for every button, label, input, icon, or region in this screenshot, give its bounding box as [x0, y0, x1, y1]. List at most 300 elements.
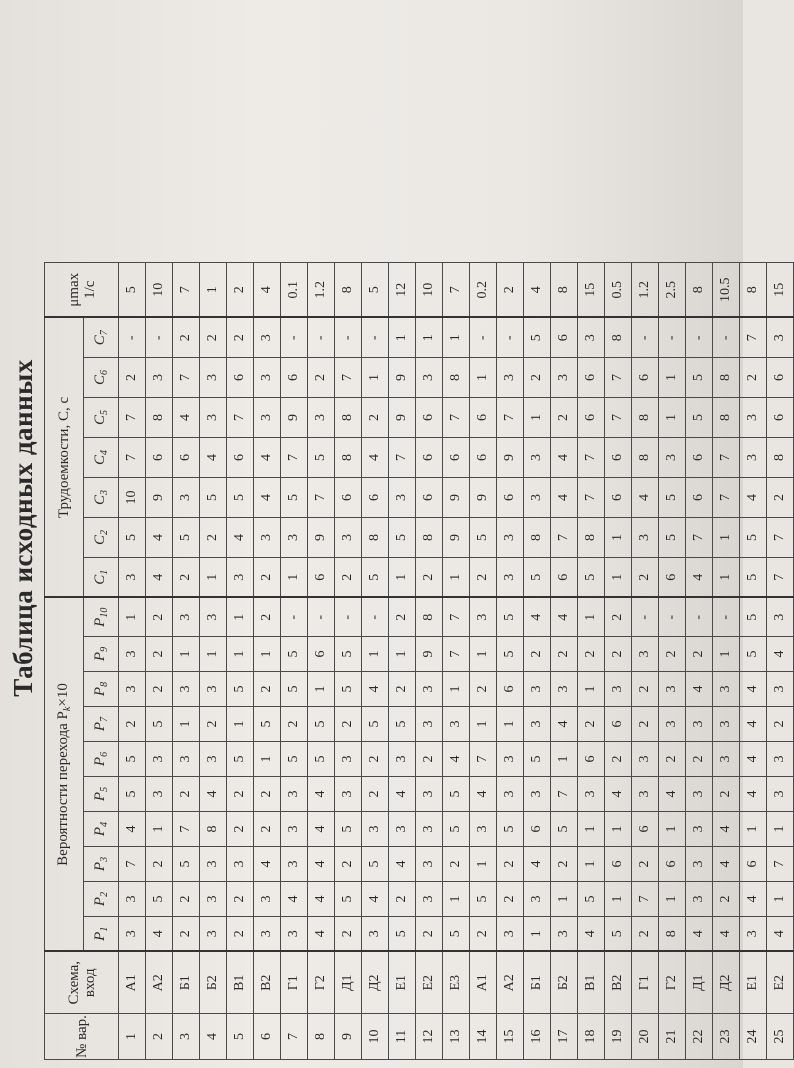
- table-cell: 5: [443, 812, 470, 847]
- table-cell: 1: [713, 518, 740, 558]
- header-col-letter: C: [92, 495, 108, 506]
- table-cell: 3: [659, 438, 686, 478]
- table-cell: 9: [308, 518, 335, 558]
- header-transition-probabilities: [45, 598, 84, 952]
- table-cell: 5: [686, 358, 713, 398]
- table-cell: 3: [416, 672, 443, 707]
- table-cell: 5: [119, 518, 146, 558]
- table-cell: 1: [470, 358, 497, 398]
- table-cell: 3: [767, 777, 794, 812]
- table-cell: 0.1: [281, 263, 308, 318]
- table-cell: -: [146, 318, 173, 358]
- table-cell: 2: [470, 672, 497, 707]
- table-cell: 4: [524, 263, 551, 318]
- table-cell: 6: [740, 847, 767, 882]
- table-cell: 2: [416, 917, 443, 952]
- header-prob-col: [84, 707, 119, 742]
- table-cell: 3: [281, 518, 308, 558]
- table-cell: 3: [767, 318, 794, 358]
- table-cell: 4: [200, 777, 227, 812]
- table-cell: 4: [605, 777, 632, 812]
- table-cell: 3: [173, 598, 200, 637]
- table-cell: 2: [713, 777, 740, 812]
- table-cell: 4: [389, 847, 416, 882]
- table-cell: 3: [578, 318, 605, 358]
- table-cell: 3: [551, 917, 578, 952]
- table-cell: 2: [200, 518, 227, 558]
- header-col-index: 6: [99, 751, 110, 757]
- table-cell: 3: [686, 812, 713, 847]
- table-cell: 1: [416, 318, 443, 358]
- table-cell: 2: [524, 637, 551, 672]
- table-cell: 5: [146, 707, 173, 742]
- table-cell: 12: [389, 263, 416, 318]
- table-cell: 1: [443, 318, 470, 358]
- header-col-letter: C: [92, 415, 108, 426]
- table-cell: 5: [740, 558, 767, 598]
- table-row: [416, 263, 443, 1060]
- table-cell: 7: [767, 558, 794, 598]
- table-cell: 1: [119, 1014, 146, 1060]
- table-cell: -: [308, 318, 335, 358]
- table-cell: Е2: [767, 952, 794, 1014]
- table-cell: 4: [524, 847, 551, 882]
- table-cell: 10.5: [713, 263, 740, 318]
- table-cell: 1: [524, 398, 551, 438]
- table-cell: 3: [200, 398, 227, 438]
- table-cell: 3: [524, 777, 551, 812]
- table-cell: 20: [632, 1014, 659, 1060]
- table-cell: 3: [254, 318, 281, 358]
- table-cell: Д1: [686, 952, 713, 1014]
- table-cell: 1: [551, 882, 578, 917]
- table-cell: -: [308, 598, 335, 637]
- table-cell: 10: [146, 263, 173, 318]
- table-cell: 1: [605, 812, 632, 847]
- table-cell: 3: [551, 672, 578, 707]
- table-cell: 5: [281, 742, 308, 777]
- table-cell: Г1: [632, 952, 659, 1014]
- table-cell: 3: [713, 672, 740, 707]
- table-cell: 7: [119, 847, 146, 882]
- table-cell: 6: [578, 742, 605, 777]
- table-cell: 2: [173, 558, 200, 598]
- table-cell: 8: [335, 398, 362, 438]
- table-cell: -: [470, 318, 497, 358]
- table-cell: 3: [416, 847, 443, 882]
- header-col-letter: C: [92, 535, 108, 546]
- table-cell: 1: [578, 598, 605, 637]
- table-row: [713, 263, 740, 1060]
- table-cell: 5: [119, 263, 146, 318]
- table-cell: 4: [254, 438, 281, 478]
- table-row: [119, 263, 146, 1060]
- table-cell: 3: [686, 777, 713, 812]
- table-cell: 4: [713, 812, 740, 847]
- table-cell: -: [362, 598, 389, 637]
- table-cell: 4: [767, 637, 794, 672]
- table-cell: 5: [443, 777, 470, 812]
- table-cell: 5: [443, 917, 470, 952]
- table-cell: 4: [308, 847, 335, 882]
- table-cell: 7: [605, 358, 632, 398]
- table-cell: 1.2: [308, 263, 335, 318]
- table-cell: 5: [227, 478, 254, 518]
- table-cell: Е1: [389, 952, 416, 1014]
- table-cell: В1: [227, 952, 254, 1014]
- table-cell: 1: [308, 672, 335, 707]
- table-cell: 4: [173, 398, 200, 438]
- header-col-index: 6: [99, 370, 110, 375]
- table-cell: 3: [200, 358, 227, 398]
- table-cell: 2: [470, 917, 497, 952]
- table-cell: 5: [119, 777, 146, 812]
- header-col-index: 5: [99, 410, 110, 415]
- table-row: [524, 263, 551, 1060]
- table-cell: 9: [389, 398, 416, 438]
- table-cell: 3: [686, 882, 713, 917]
- table-cell: Г2: [308, 952, 335, 1014]
- header-prob-col: [84, 598, 119, 637]
- table-cell: 5: [146, 882, 173, 917]
- table-cell: 3: [119, 917, 146, 952]
- table-row: [389, 263, 416, 1060]
- table-cell: 1: [389, 558, 416, 598]
- header-prob-text: Вероятности перехода P: [55, 711, 71, 866]
- table-cell: 6: [605, 707, 632, 742]
- table-cell: 8: [335, 263, 362, 318]
- table-cell: 5: [362, 847, 389, 882]
- table-cell: 4: [740, 882, 767, 917]
- table-cell: Е2: [416, 952, 443, 1014]
- header-col-index: 5: [99, 786, 110, 792]
- table-cell: 1: [470, 707, 497, 742]
- table-cell: 1: [605, 518, 632, 558]
- table-cell: 2: [551, 398, 578, 438]
- table-cell: 18: [578, 1014, 605, 1060]
- table-cell: 2: [335, 917, 362, 952]
- table-cell: Г1: [281, 952, 308, 1014]
- table-cell: -: [497, 318, 524, 358]
- table-cell: 9: [281, 398, 308, 438]
- table-cell: 3: [416, 777, 443, 812]
- header-col-letter: P: [92, 826, 108, 837]
- table-cell: 6: [173, 438, 200, 478]
- table-cell: 7: [443, 263, 470, 318]
- table-cell: 7: [227, 398, 254, 438]
- header-col-index: 3: [99, 856, 110, 862]
- table-cell: 3: [524, 882, 551, 917]
- table-cell: 7: [713, 438, 740, 478]
- table-cell: 3: [497, 742, 524, 777]
- table-cell: 3: [659, 672, 686, 707]
- table-cell: 4: [740, 742, 767, 777]
- table-row: [551, 263, 578, 1060]
- table-cell: 6: [281, 358, 308, 398]
- table-cell: 5: [740, 518, 767, 558]
- table-cell: 1: [389, 318, 416, 358]
- table-cell: -: [362, 318, 389, 358]
- header-prob-col: [84, 637, 119, 672]
- table-cell: 25: [767, 1014, 794, 1060]
- table-cell: Б1: [524, 952, 551, 1014]
- table-cell: 7: [551, 518, 578, 558]
- table-cell: 8: [713, 358, 740, 398]
- table-cell: 6: [146, 438, 173, 478]
- table-cell: 6: [659, 558, 686, 598]
- table-cell: 5: [308, 438, 335, 478]
- header-prob-col: [84, 777, 119, 812]
- table-cell: 4: [740, 672, 767, 707]
- table-cell: 3: [497, 358, 524, 398]
- table-cell: 4: [740, 777, 767, 812]
- table-cell: 15: [497, 1014, 524, 1060]
- table-cell: 9: [416, 637, 443, 672]
- header-col-index: 4: [99, 450, 110, 455]
- table-row: [173, 263, 200, 1060]
- table-cell: 3: [740, 398, 767, 438]
- source-data-table: [44, 262, 794, 1060]
- table-cell: 3: [254, 518, 281, 558]
- table-cell: 24: [740, 1014, 767, 1060]
- table-cell: 5: [659, 478, 686, 518]
- table-cell: Е3: [443, 952, 470, 1014]
- table-cell: 7: [443, 637, 470, 672]
- table-cell: 3: [632, 637, 659, 672]
- table-cell: 2: [551, 847, 578, 882]
- table-cell: 9: [497, 438, 524, 478]
- table-cell: -: [686, 598, 713, 637]
- table-cell: 2: [281, 707, 308, 742]
- table-cell: 4: [362, 438, 389, 478]
- header-labor-col: [84, 478, 119, 518]
- table-cell: 4: [551, 478, 578, 518]
- table-cell: -: [335, 598, 362, 637]
- table-cell: -: [281, 318, 308, 358]
- table-cell: 2: [632, 558, 659, 598]
- table-cell: 4: [578, 917, 605, 952]
- table-cell: 2: [578, 637, 605, 672]
- table-body: [119, 263, 794, 1060]
- table-cell: 3: [146, 777, 173, 812]
- header-sub-row: [84, 263, 119, 1060]
- header-col-index: 8: [99, 681, 110, 687]
- table-cell: 1: [713, 637, 740, 672]
- table-cell: 6: [227, 438, 254, 478]
- table-cell: 2: [227, 882, 254, 917]
- table-cell: 2: [173, 882, 200, 917]
- table-row: [308, 263, 335, 1060]
- table-cell: 1: [740, 812, 767, 847]
- table-cell: 2: [659, 637, 686, 672]
- table-cell: Г2: [659, 952, 686, 1014]
- table-cell: 2: [200, 707, 227, 742]
- table-cell: 6: [551, 558, 578, 598]
- table-cell: 8: [632, 398, 659, 438]
- table-cell: 5: [227, 742, 254, 777]
- table-cell: 3: [605, 672, 632, 707]
- table-cell: 1: [443, 882, 470, 917]
- table-cell: 7: [173, 812, 200, 847]
- header-col-letter: P: [92, 686, 108, 697]
- table-cell: 1: [470, 847, 497, 882]
- header-prob-col: [84, 882, 119, 917]
- table-cell: Д1: [335, 952, 362, 1014]
- table-cell: 1: [659, 398, 686, 438]
- table-cell: 3: [281, 777, 308, 812]
- header-group-row: [45, 263, 84, 1060]
- table-cell: 2: [686, 637, 713, 672]
- table-cell: 3: [524, 707, 551, 742]
- table-cell: 1: [200, 263, 227, 318]
- table-cell: В1: [578, 952, 605, 1014]
- table-cell: 5: [524, 558, 551, 598]
- table-cell: 4: [308, 812, 335, 847]
- table-cell: 4: [308, 917, 335, 952]
- table-cell: 1: [767, 882, 794, 917]
- table-cell: 2: [119, 707, 146, 742]
- table-cell: -: [686, 318, 713, 358]
- table-cell: 5: [578, 558, 605, 598]
- table-cell: -: [281, 598, 308, 637]
- table-cell: 7: [497, 398, 524, 438]
- table-cell: 7: [713, 478, 740, 518]
- table-cell: -: [713, 598, 740, 637]
- table-cell: 3: [470, 812, 497, 847]
- table-cell: 3: [200, 882, 227, 917]
- table-cell: 4: [740, 478, 767, 518]
- table-cell: 2: [416, 558, 443, 598]
- table-cell: 8: [443, 358, 470, 398]
- table-cell: 2: [254, 812, 281, 847]
- table-cell: 1: [362, 358, 389, 398]
- table-cell: 4: [740, 707, 767, 742]
- table-cell: 3: [254, 882, 281, 917]
- table-cell: 5: [470, 882, 497, 917]
- table-cell: 3: [740, 917, 767, 952]
- table-cell: -: [659, 598, 686, 637]
- table-cell: 2: [335, 707, 362, 742]
- table-cell: В2: [254, 952, 281, 1014]
- table-cell: 23: [713, 1014, 740, 1060]
- table-cell: 10: [416, 263, 443, 318]
- header-col-letter: P: [92, 756, 108, 767]
- table-cell: 8: [362, 518, 389, 558]
- table-cell: 3: [497, 917, 524, 952]
- table-cell: 6: [632, 358, 659, 398]
- table-cell: 2: [308, 358, 335, 398]
- table-cell: 1: [200, 558, 227, 598]
- table-cell: 7: [578, 478, 605, 518]
- table-cell: 2: [173, 777, 200, 812]
- table-cell: 4: [551, 438, 578, 478]
- table-cell: 2: [740, 358, 767, 398]
- table-cell: 5: [362, 707, 389, 742]
- table-cell: 7: [443, 398, 470, 438]
- table-cell: 17: [551, 1014, 578, 1060]
- table-cell: 6: [470, 438, 497, 478]
- table-cell: 5: [281, 672, 308, 707]
- table-cell: 4: [146, 558, 173, 598]
- table-cell: 1: [578, 672, 605, 707]
- table-cell: 2: [443, 847, 470, 882]
- table-cell: 1: [362, 637, 389, 672]
- table-cell: 3: [470, 598, 497, 637]
- table-cell: 3: [497, 518, 524, 558]
- table-cell: 3: [551, 358, 578, 398]
- table-cell: 6: [308, 637, 335, 672]
- table-cell: 8: [551, 263, 578, 318]
- table-cell: 3: [767, 672, 794, 707]
- table-cell: 1: [551, 742, 578, 777]
- table-cell: 4: [713, 917, 740, 952]
- table-cell: 4: [686, 558, 713, 598]
- table-cell: 6: [686, 438, 713, 478]
- table-cell: 2: [659, 742, 686, 777]
- table-cell: 1: [524, 917, 551, 952]
- table-cell: 2: [146, 847, 173, 882]
- table-cell: 3: [578, 777, 605, 812]
- table-cell: 7: [632, 882, 659, 917]
- table-row: [443, 263, 470, 1060]
- table-cell: 4: [254, 263, 281, 318]
- header-col-letter: P: [92, 861, 108, 872]
- table-cell: 6: [767, 398, 794, 438]
- table-cell: 3: [254, 917, 281, 952]
- header-labor-col: [84, 558, 119, 598]
- table-cell: 3: [335, 742, 362, 777]
- table-cell: 2: [578, 707, 605, 742]
- table-cell: -: [632, 598, 659, 637]
- table-cell: 3: [767, 598, 794, 637]
- header-labor-col: [84, 358, 119, 398]
- table-cell: 1: [146, 812, 173, 847]
- header-col-index: 2: [99, 530, 110, 535]
- table-cell: 8: [524, 518, 551, 558]
- table-cell: 7: [686, 518, 713, 558]
- table-cell: 5: [281, 637, 308, 672]
- table-cell: 3: [632, 777, 659, 812]
- table-cell: 5: [389, 917, 416, 952]
- table-cell: 6: [659, 847, 686, 882]
- table-cell: 9: [146, 478, 173, 518]
- table-cell: 1: [659, 882, 686, 917]
- table-cell: 16: [524, 1014, 551, 1060]
- table-cell: 2: [227, 812, 254, 847]
- table-cell: 3: [119, 672, 146, 707]
- table-row: [767, 263, 794, 1060]
- header-col-letter: C: [92, 375, 108, 386]
- table-row: [659, 263, 686, 1060]
- table-cell: 7: [470, 742, 497, 777]
- table-cell: 5: [227, 1014, 254, 1060]
- table-cell: 5: [524, 318, 551, 358]
- table-cell: 14: [470, 1014, 497, 1060]
- table-cell: 1: [578, 847, 605, 882]
- table-cell: 2: [416, 742, 443, 777]
- table-cell: 1: [713, 558, 740, 598]
- table-cell: 2: [767, 478, 794, 518]
- table-cell: 0.5: [605, 263, 632, 318]
- table-cell: 5: [470, 518, 497, 558]
- table-cell: 5: [200, 478, 227, 518]
- table-row: [254, 263, 281, 1060]
- table-cell: 5: [254, 707, 281, 742]
- table-cell: 3: [524, 672, 551, 707]
- table-cell: 5: [389, 518, 416, 558]
- table-cell: 1: [659, 812, 686, 847]
- table-cell: 2: [335, 558, 362, 598]
